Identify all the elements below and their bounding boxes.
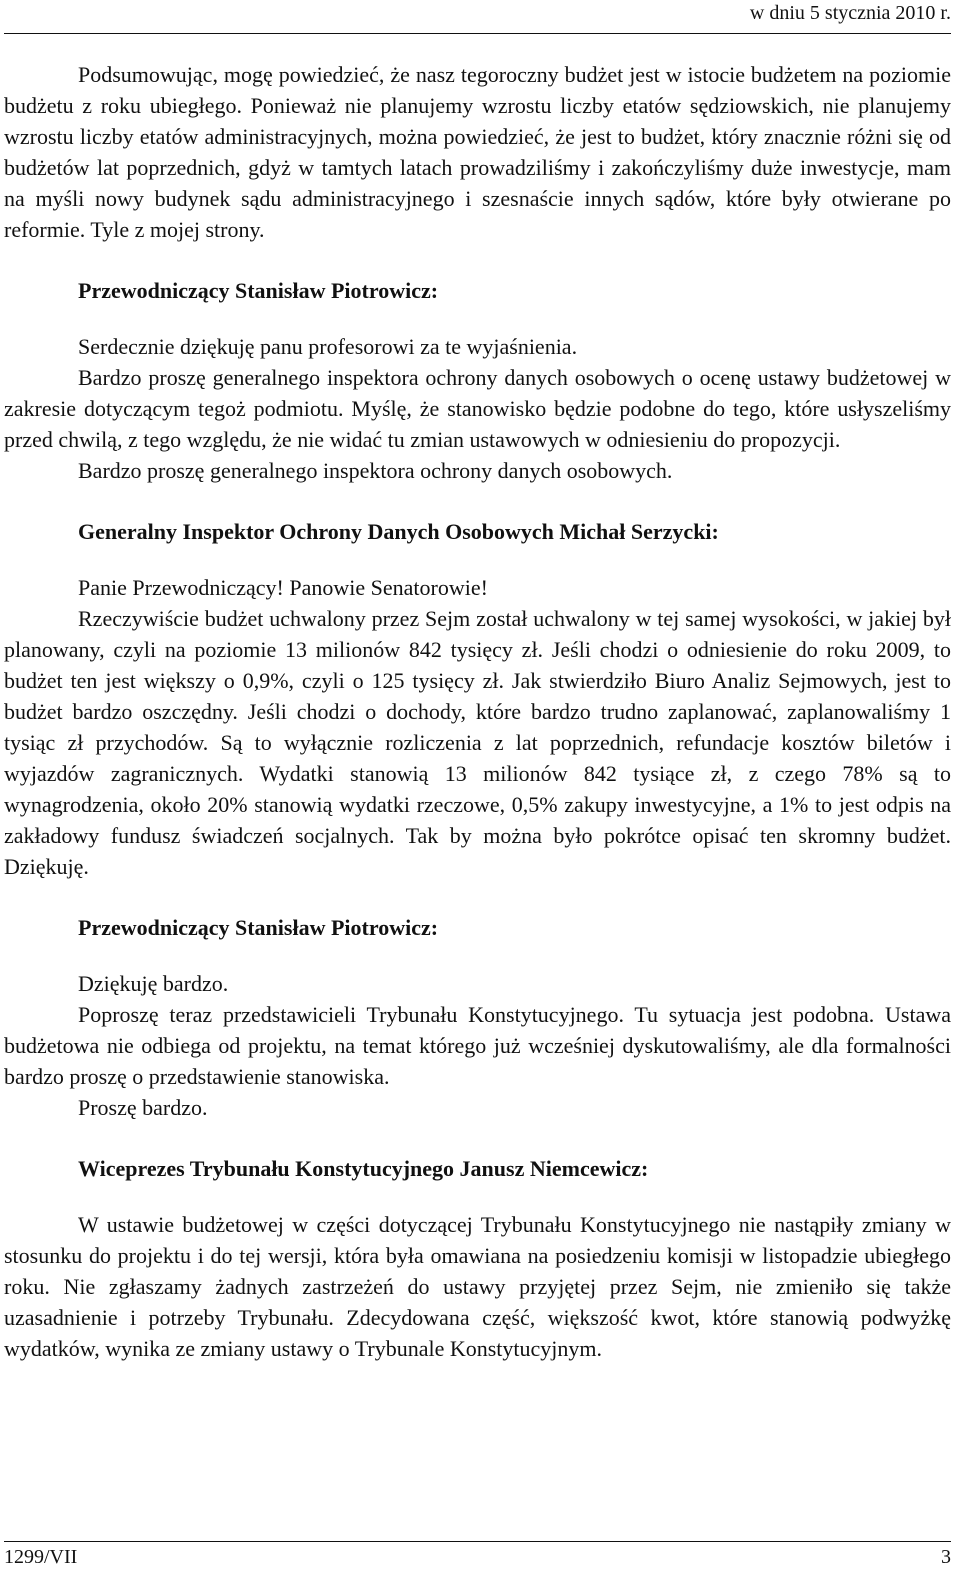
footer-divider xyxy=(4,1541,951,1542)
spacer xyxy=(4,1123,951,1153)
paragraph: Podsumowując, mogę powiedzieć, że nasz tegoroczny budżet jest w istocie budżetem na poziomie budżetu z roku ubiegłego. Ponieważ nie planujemy wzrostu liczby etatów sędziowskich, nie planujemy wzrostu liczby etatów administracyjnych, można powiedzieć, że jest to budżet, który znacznie różni się od budżetów lat poprzednich, gdyż w tamtych latach prowadziliśmy i zakończyliśmy duże inwestycje, mam na myśli nowy budynek sądu administracyjnego i szesnaście innych sądów, które były otwierane po reformie. Tyle z mojej strony. xyxy=(4,62,951,242)
page-header-date: w dniu 5 stycznia 2010 r. xyxy=(749,2,951,24)
spacer xyxy=(4,245,951,275)
paragraph: Dziękuję bardzo. xyxy=(78,971,229,996)
speaker-heading: Generalny Inspektor Ochrony Danych Osobowych Michał Serzycki: xyxy=(78,519,719,544)
paragraph: Bardzo proszę generalnego inspektora ochrony danych osobowych o ocenę ustawy budżetowej w zakresie dotyczącym tegoż podmiotu. Myślę, że stanowisko będzie podobne do tego, które usłyszeliśmy przed chwilą, z tego względu, że nie widać tu zmian ustawowych w odniesieniu do propozycji. xyxy=(4,365,951,452)
page-number: 3 xyxy=(941,1546,951,1568)
spacer xyxy=(4,547,951,572)
paragraph: Serdecznie dziękuję panu profesorowi za te wyjaśnienia. xyxy=(78,334,578,359)
speaker-heading: Przewodniczący Stanisław Piotrowicz: xyxy=(78,915,439,940)
paragraph: Poproszę teraz przedstawicieli Trybunału Konstytucyjnego. Tu sytuacja jest podobna. Ustawa budżetowa nie odbiega od projektu, na temat którego już wcześniej dyskutowaliśmy, ale dla formalności bardzo proszę o przedstawienie stanowiska. xyxy=(4,1002,951,1089)
spacer xyxy=(4,882,951,912)
paragraph: Bardzo proszę generalnego inspektora ochrony danych osobowych. xyxy=(78,458,673,483)
paragraph: Panie Przewodniczący! Panowie Senatorowie! xyxy=(78,575,488,600)
header-divider xyxy=(4,33,951,34)
speaker-heading: Przewodniczący Stanisław Piotrowicz: xyxy=(78,278,439,303)
paragraph: Proszę bardzo. xyxy=(78,1095,208,1120)
paragraph: Rzeczywiście budżet uchwalony przez Sejm został uchwalony w tej samej wysokości, w jakiej był planowany, czyli na poziomie 13 milionów 842 tysięcy zł. Jeśli chodzi o odniesienie do roku 2009, to budżet ten jest większy o 0,9%, czyli o 125 tysięcy zł. Jak stwierdziło Biuro Analiz Sejmowych, jest to budżet bardzo oszczędny. Jeśli chodzi o dochody, które bardzo trudno zaplanować, zaplanowaliśmy 1 tysiąc zł przychodów. Są to wyłącznie rozliczenia z lat poprzednich, refundacje kosztów biletów i wyjazdów zagranicznych. Wydatki stanowią 13 milionów 842 tysiące zł, z czego 78% są to wynagrodzenia, około 20% stanowią wydatki rzeczowe, 0,5% zakupy inwestycyjne, a 1% to jest odpis na zakładowy fundusz świadczeń socjalnych. Tak by można było pokrótce opisać ten skromny budżet. Dziękuję. xyxy=(4,606,951,879)
spacer xyxy=(4,486,951,516)
paragraph: W ustawie budżetowej w części dotyczącej Trybunału Konstytucyjnego nie nastąpiły zmiany w stosunku do projektu i do tej wersji, która była omawiana na posiedzeniu komisji w listopadzie ubiegłego roku. Nie zgłaszamy żadnych zastrzeżeń do ustawy przyjętej przez Sejm, nie zmieniło się także uzasadnienie i potrzeby Trybunału. Zdecydowana część, większość kwot, które stanowią podwyżkę wydatków, wynika ze zmiany ustawy o Trybunale Konstytucyjnym. xyxy=(4,1212,951,1361)
speaker-heading: Wiceprezes Trybunału Konstytucyjnego Janusz Niemcewicz: xyxy=(78,1156,649,1181)
document-id: 1299/VII xyxy=(4,1546,78,1568)
spacer xyxy=(4,306,951,331)
spacer xyxy=(4,1184,951,1209)
document-body xyxy=(4,59,951,1364)
spacer xyxy=(4,943,951,968)
